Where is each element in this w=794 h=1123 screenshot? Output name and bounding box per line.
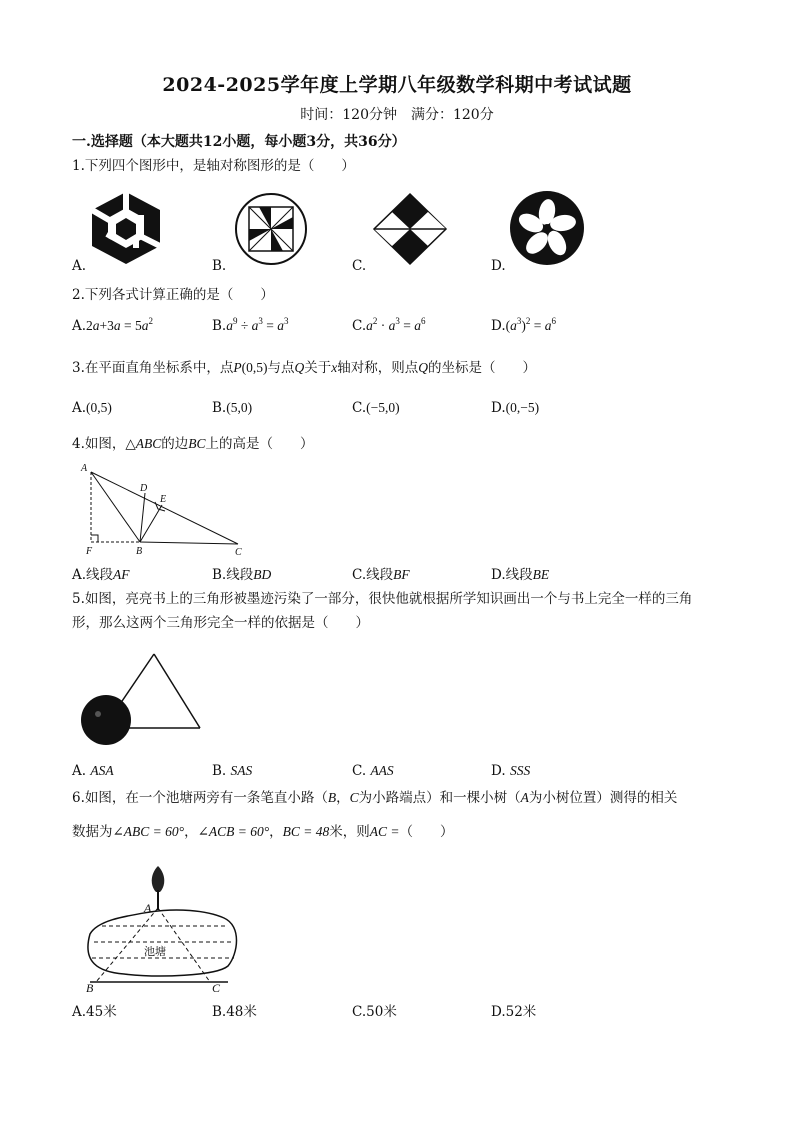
q3-option-d-label: D. — [491, 400, 506, 416]
q3-option-b[interactable] — [212, 400, 252, 416]
q6-unit: 米，则 — [329, 824, 370, 840]
q4-triangle-abc: △ABC — [125, 436, 162, 451]
q3-option-a-value: (0,5) — [86, 400, 112, 415]
q6-option-c[interactable]: C.50米 — [352, 1004, 397, 1020]
q4-option-b[interactable] — [212, 563, 271, 583]
exam-info: 时间：120分钟 满分：120分 — [300, 107, 494, 123]
q5-option-d[interactable] — [491, 763, 530, 779]
q1-option-a[interactable]: A. — [72, 258, 87, 274]
q4-option-c[interactable] — [352, 563, 410, 583]
q6-label-c: C — [212, 981, 221, 995]
q4-figure — [78, 462, 250, 558]
q2-option-c[interactable] — [352, 318, 426, 334]
q2-option-a-label: A. — [72, 318, 87, 334]
q3-point-p: P(0,5) — [233, 360, 268, 375]
q6-var-b: B — [327, 790, 337, 805]
q6-option-a[interactable]: A.45米 — [72, 1004, 117, 1020]
q2-option-d-expr: $(a^3)^2 = a^6$ — [505, 316, 557, 333]
q6-figure — [78, 862, 248, 996]
q6-stem-mid2: 为小路端点）和一棵小树（ — [358, 790, 521, 806]
q3-option-c[interactable] — [352, 400, 400, 416]
q1-option-c[interactable]: C. — [352, 258, 367, 274]
question-5-stem-line2: 形，那么这两个三角形完全一样的依据是（ ） — [72, 615, 369, 631]
q2-option-b-expr: $a^9 \div a^3 = a^3$ — [226, 316, 289, 333]
q6-stem-post: 为小树位置）测得的相关 — [528, 790, 678, 806]
q3-stem-post: 的坐标是（ ） — [428, 360, 537, 376]
q3-stem-mid1: 与点 — [267, 360, 295, 376]
question-2-stem: 2.下列各式计算正确的是（ ） — [72, 287, 274, 303]
q4-option-a-label: A.线段 — [72, 567, 114, 583]
q3-option-c-value: (−5,0) — [366, 400, 400, 415]
q3-option-b-label: B. — [212, 400, 227, 416]
q6-sep2: ， — [269, 824, 283, 840]
q6-var-c: C — [349, 790, 359, 805]
q1-option-b[interactable]: B. — [212, 258, 227, 274]
q5-option-b-value: SAS — [230, 763, 253, 778]
q6-label-a: A — [144, 901, 152, 915]
q3-axis-x: x — [331, 360, 338, 375]
question-6-stem-line2 — [72, 822, 454, 842]
q3-stem-mid2: 关于 — [304, 360, 332, 376]
q2-option-c-expr: $a^2 \cdot a^3 = a^6$ — [366, 316, 426, 333]
q5-option-d-value: SSS — [509, 763, 531, 778]
q1-figure-a — [90, 190, 162, 266]
q3-point-q: Q — [294, 360, 305, 375]
q4-option-a-value: AF — [113, 567, 130, 582]
q5-option-d-label: D. — [491, 763, 506, 779]
q6-eq-ac: AC = — [369, 824, 400, 839]
q1-figure-b — [232, 192, 310, 266]
q5-option-a-value: ASA — [90, 763, 114, 778]
section-heading: 一.选择题（本大题共12小题，每小题3分，共36分） — [72, 134, 406, 150]
q6-label-b: B — [86, 981, 94, 995]
q3-option-a-label: A. — [72, 400, 87, 416]
q5-option-c-label: C. — [352, 763, 367, 779]
q4-label-b: B — [136, 546, 143, 557]
q4-label-e: E — [160, 494, 167, 505]
q1-figure-d — [508, 190, 586, 266]
q5-option-c-value: AAS — [370, 763, 394, 778]
q2-option-c-label: C. — [352, 318, 367, 334]
q3-option-d[interactable] — [491, 400, 539, 416]
q1-figure-c — [372, 192, 448, 266]
question-1-stem: 1.下列四个图形中，是轴对称图形的是（ ） — [72, 158, 355, 174]
q3-option-d-value: (0,−5) — [505, 400, 540, 415]
q4-option-c-value: BF — [393, 567, 410, 582]
q5-option-b[interactable] — [212, 763, 252, 779]
q4-label-d: D — [140, 483, 148, 494]
q4-label-f: F — [86, 546, 93, 557]
q4-option-d[interactable] — [491, 563, 549, 583]
q2-option-d-label: D. — [491, 318, 506, 334]
question-4-stem — [72, 434, 314, 454]
q4-stem-mid: 的边 — [161, 436, 189, 452]
q6-var-a: A — [520, 790, 529, 805]
q6-label-pond: 池塘 — [144, 945, 166, 958]
q6-stem-mid1: ， — [336, 790, 350, 806]
q4-side-bc: BC — [188, 436, 206, 451]
q4-option-d-value: BE — [532, 567, 550, 582]
q5-option-b-label: B. — [212, 763, 227, 779]
q5-option-a[interactable] — [72, 763, 114, 779]
q3-point-q2: Q — [418, 360, 429, 375]
q4-label-a: A — [81, 463, 88, 474]
page-title: 2024-2025学年度上学期八年级数学科期中考试试题 — [162, 74, 632, 96]
q3-stem-pre: 3.在平面直角坐标系中，点 — [72, 360, 234, 376]
q2-option-d[interactable] — [491, 318, 556, 334]
q5-option-c[interactable] — [352, 763, 394, 779]
question-5-stem-line1: 5.如图，亮亮书上的三角形被墨迹污染了一部分，很快他就根据所学知识画出一个与书上完全一样的三角 — [72, 591, 693, 607]
q3-option-b-value: (5,0) — [226, 400, 253, 415]
question-6-stem-line1 — [72, 788, 677, 808]
q2-option-b-label: B. — [212, 318, 227, 334]
q6-option-b[interactable]: B.48米 — [212, 1004, 257, 1020]
q4-option-b-value: BD — [253, 567, 272, 582]
q2-option-a[interactable] — [72, 318, 153, 334]
q2-option-a-expr: $2a+3a = 5a^2$ — [86, 316, 154, 333]
q4-stem-post: 上的高是（ ） — [205, 436, 314, 452]
q5-option-a-label: A. — [72, 763, 87, 779]
q4-option-a[interactable] — [72, 563, 130, 583]
q6-stem2-post: （ ） — [399, 824, 454, 840]
question-3-stem — [72, 358, 536, 378]
q4-option-b-label: B.线段 — [212, 567, 254, 583]
q6-eq-abc: ∠ABC = 60° — [112, 824, 185, 839]
q6-option-d[interactable]: D.52米 — [491, 1004, 537, 1020]
q6-eq-acb: ∠ACB = 60° — [197, 824, 270, 839]
q6-eq-bc: BC = 48 — [282, 824, 330, 839]
q4-label-c: C — [235, 547, 242, 558]
q3-option-a[interactable] — [72, 400, 112, 416]
q4-option-c-label: C.线段 — [352, 567, 394, 583]
q6-sep1: ， — [184, 824, 198, 840]
q3-stem-mid3: 轴对称，则点 — [337, 360, 419, 376]
q6-stem-pre: 6.如图，在一个池塘两旁有一条笔直小路（ — [72, 790, 328, 806]
q5-figure — [78, 650, 204, 754]
q2-option-b[interactable] — [212, 318, 289, 334]
q4-option-d-label: D.线段 — [491, 567, 533, 583]
q1-option-d[interactable]: D. — [491, 258, 506, 274]
q6-stem2-pre: 数据为 — [72, 824, 113, 840]
q4-stem-pre: 4.如图， — [72, 436, 126, 452]
q3-option-c-label: C. — [352, 400, 367, 416]
